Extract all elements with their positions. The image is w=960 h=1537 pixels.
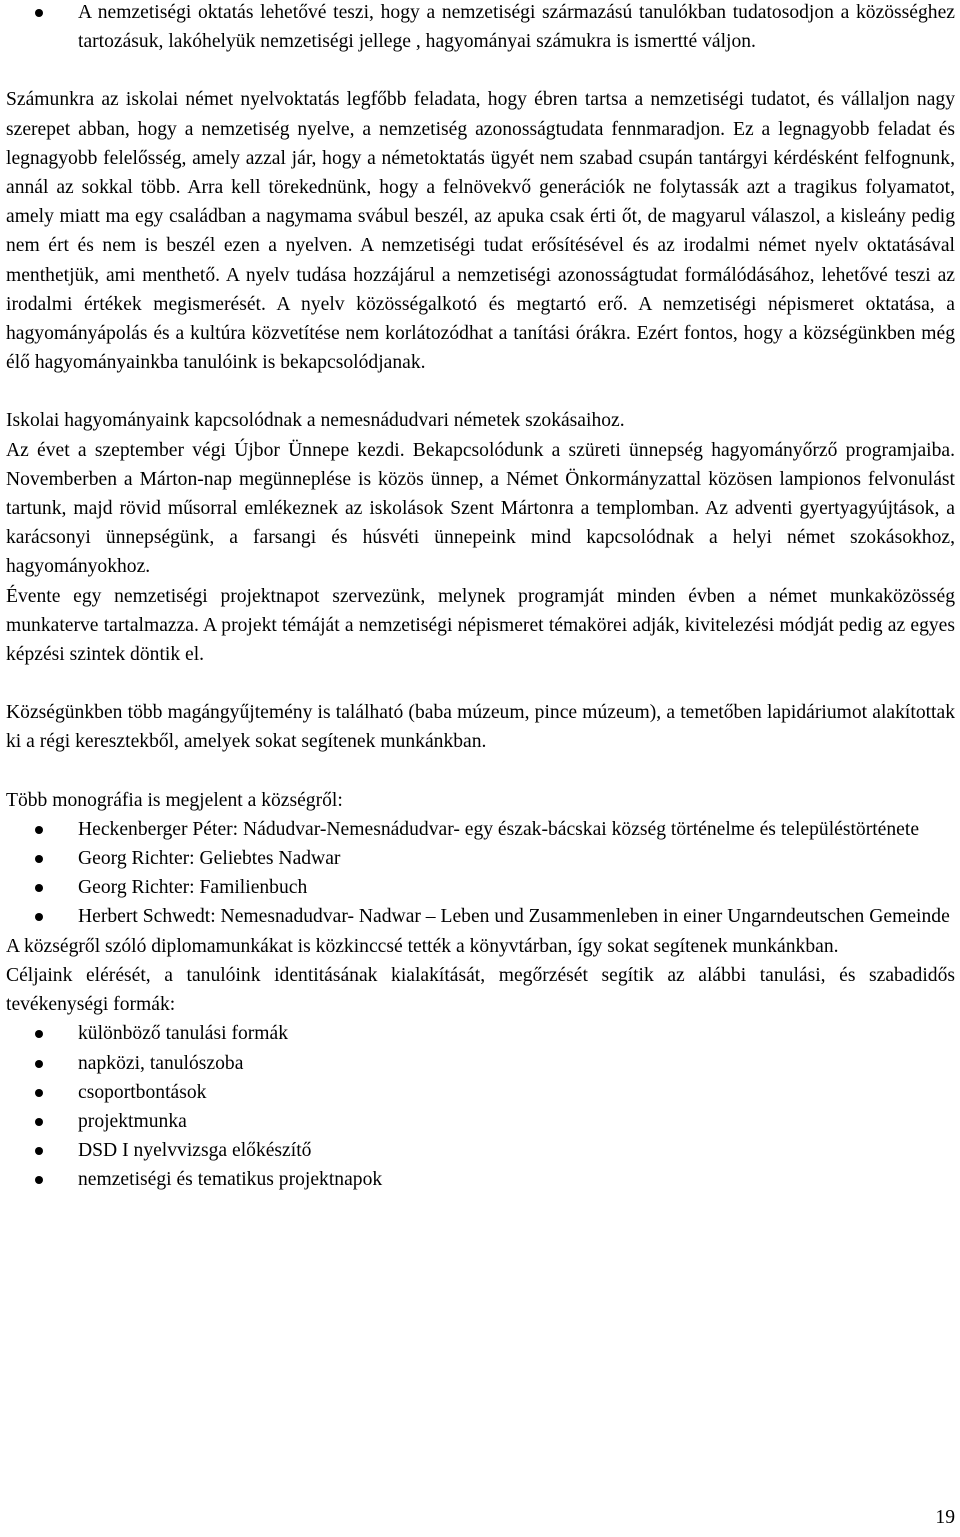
paragraph-monographs-intro: Több monográfia is megjelent a községről:	[6, 789, 343, 811]
list-item: Georg Richter: Geliebtes Nadwar	[6, 844, 955, 873]
paragraph-collections: Községünkben több magángyűjtemény is található (baba múzeum, pince múzeum), a temetőben lapidáriumot alakítottak ki a régi keresztekből, amelyek sokat segítenek munkánkban.	[6, 702, 955, 753]
list-item: Georg Richter: Familienbuch	[6, 873, 955, 902]
list-item: projektmunka	[6, 1107, 955, 1136]
list-item: csoportbontások	[6, 1078, 955, 1107]
paragraph-language-teaching: Számunkra az iskolai német nyelvoktatás legfőbb feladata, hogy ébren tartsa a nemzetiségi tudatot, és vállaljon nagy szerepet abban, hogy a nemzetiség nyelve, a nemzetiség azonosságtudata fennmaradjon. Ez a legnagyobb feladat és legnagyobb felelősség, amely azzal jár, hogy a németoktatás ügyét nem szabad csupán tantárgyi kérdésként felfognunk, annál az sokkal több. Arra kell törekednünk, hogy a felnövekvő generációk ne folytassák azt a tragikus folyamatot, amely miatt ma egy családban a nagymama svábul beszél, az apuka csak érti őt, de magyarul válaszol, a kisleány pedig nem ért és nem is beszél ezen a nyelven. A nemzetiségi tudat erősítésével és az irodalmi német nyelv oktatásával menthetjük, ami menthető. A nyelv tudása hozzájárul a nemzetiségi azonosságtudat formálódásához, lehetővé teszi az irodalmi értékek megismerését. A nyelv közösségalkotó és megtartó erő. A nemzetiségi népismeret oktatása, a hagyományápolás és a kultúra közvetítése nem korlátozódhat a tanítási órákra. Ezért fontos, hogy a községünkben még élő hagyományainkba tanulóink is bekapcsolódjanak.	[6, 89, 955, 374]
paragraph-project-day: Évente egy nemzetiségi projektnapot szervezünk, melynek programját minden évben a német munkaközösség munkaterve tartalmazza. A projekt témáját a nemzetiségi népismeret témakörei adják, kivitelezési módját pedig az egyes képzési szintek döntik el.	[6, 585, 955, 666]
spacer	[6, 56, 955, 85]
page-content	[6, 0, 955, 1195]
paragraph-theses: A községről szóló diplomamunkákat is közkinccsé tették a könyvtárban, így sokat segítenek munkánkban.	[6, 935, 839, 957]
spacer	[6, 669, 955, 698]
intro-list	[6, 0, 955, 56]
spacer	[6, 377, 955, 406]
list-item: különböző tanulási formák	[6, 1019, 955, 1048]
page-number: 19	[935, 1507, 955, 1528]
intro-list-item: A nemzetiségi oktatás lehetővé teszi, hogy a nemzetiségi származású tanulókban tudatosodjon a közösséghez tartozásuk, lakóhelyük nemzetiségi jellege , hagyományai számukra is ismertté váljon.	[6, 0, 955, 56]
activity-list	[6, 1019, 955, 1194]
list-item: DSD I nyelvvizsga előkészítő	[6, 1136, 955, 1165]
list-item: Heckenberger Péter: Nádudvar-Nemesnádudvar- egy észak-bácskai község történelme és településtörténete	[6, 815, 955, 844]
list-item: Herbert Schwedt: Nemesnadudvar- Nadwar – Leben und Zusammenleben in einer Ungarndeutschen Gemeinde	[6, 902, 955, 931]
list-item: nemzetiségi és tematikus projektnapok	[6, 1165, 955, 1194]
paragraph-goals: Céljaink elérését, a tanulóink identitásának kialakítását, megőrzését segítik az alábbi tanulási, és szabadidős tevékenységi formák:	[6, 964, 955, 1016]
list-item: napközi, tanulószoba	[6, 1049, 955, 1078]
paragraph-annual-events: Az évet a szeptember végi Újbor Ünnepe kezdi. Bekapcsolódunk a szüreti ünnepség hagyományőrző programjaiba. Novemberben a Márton-nap megünneplése is közös ünnep, a Német Önkormányzattal közösen lampionos felvonulást tartunk, majd rövid műsorral emlékeznek az iskolások Szent Mártonra a templomban. Az adventi gyertyagyújtások, a karácsonyi ünnepségünk, a farsangi és húsvéti ünnepeink mind kapcsolódnak a helyi német szokásokhoz, hagyományokhoz.	[6, 439, 955, 578]
paragraph-traditions: Iskolai hagyományaink kapcsolódnak a nemesnádudvari németek szokásaihoz.	[6, 410, 625, 432]
monograph-list	[6, 815, 955, 932]
spacer	[6, 757, 955, 786]
